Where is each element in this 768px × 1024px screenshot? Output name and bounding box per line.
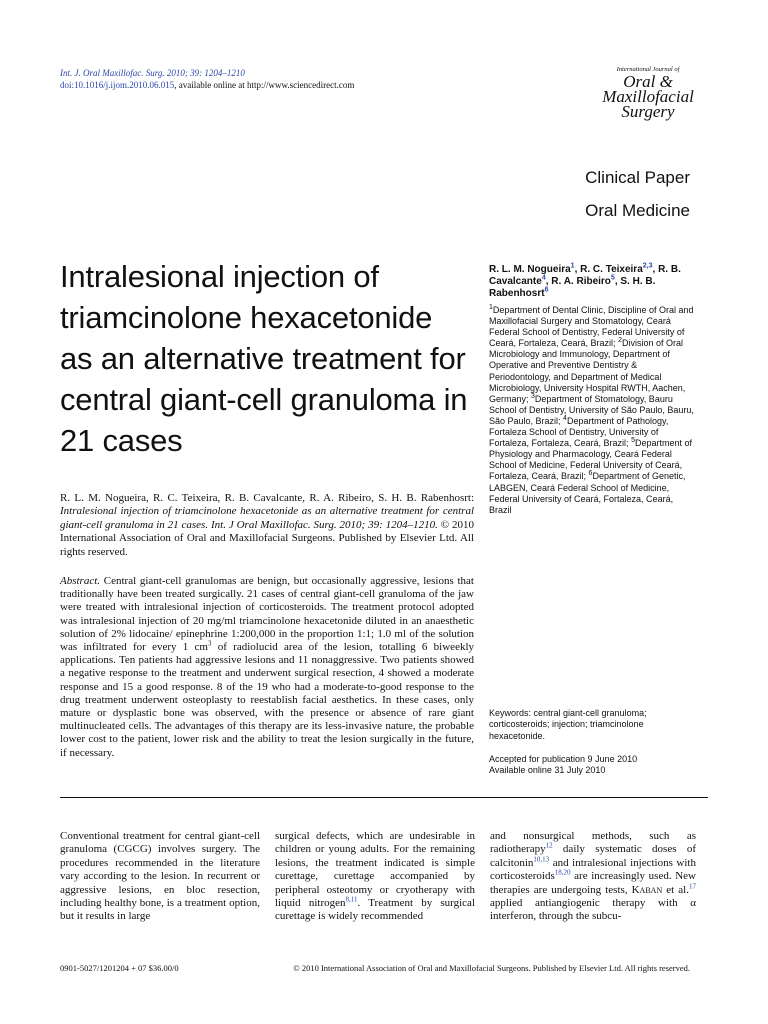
affiliation-marker: 3 xyxy=(531,392,535,400)
author-affiliation-marker[interactable]: 4 xyxy=(541,274,546,282)
author-name: R. L. M. Nogueira xyxy=(489,264,571,275)
author-separator: , xyxy=(574,264,578,275)
abstract-text-1: Central giant-cell granulomas are benign, but occasionally aggressive, lesions that traditionally have been treated surgically. 21 cases of central giant-cell granuloma of the jaw were treated with intralesional injection of corticosteroids. The treatment protocol adopted was intralesional injection of 20 mg/ml triamcinolone hexacetonide diluted in an anaesthetic solution of 2% lidocaine/ epinephrine 1:200,000 in the proportion 1:1; 1.0 ml of the solution was infiltrated for every 1 cm xyxy=(60,575,474,654)
logo-line-3: Maxillofacial xyxy=(602,87,694,106)
reference-link[interactable]: 10,13 xyxy=(533,855,550,864)
col3-text-f: applied antiangiogenic therapy with α interferon, through the subcu- xyxy=(490,897,696,923)
citation-journal: Int. J Oral Maxillofac. Surg. 2010; 39: 1204–1210. xyxy=(210,518,438,531)
logo-line-1: International Journal of xyxy=(616,66,680,73)
affiliation-text: Department of Dental Clinic, Discipline of Oral and Maxillofacial Surgery and Stomatology, Ceará Federal School of Dentistry, Federal University of Ceará, Fortaleza, Ceará, Brazil; xyxy=(489,305,694,349)
body-column-1: Conventional treatment for central giant-cell granuloma (CGCG) involves surgery. The procedures recommended in the literature vary according to the lesion. In recurrent or aggressive lesions, en bloc resection, including healthy bone, is a treatment option, but it results in large xyxy=(60,830,260,923)
author-separator: , xyxy=(652,264,656,275)
divider xyxy=(60,797,708,798)
article-subject: Oral Medicine xyxy=(585,201,690,220)
col3-text-a: and nonsurgical methods, such as radiotherapy xyxy=(490,830,696,856)
keywords: Keywords: central giant-cell granuloma; corticosteroids; injection; triamcinolone hexacetonide. xyxy=(489,708,647,741)
author-separator: , xyxy=(545,276,549,288)
footer-copyright: © 2010 International Association of Oral and Maxillofacial Surgeons. Published by Elsevier Ltd. All rights reserved. xyxy=(293,963,690,973)
footer-issn: 0901-5027/1201204 + 07 $36.00/0 xyxy=(60,963,179,973)
col3-text-d: are increasingly used. New therapies are undergoing tests, xyxy=(490,870,696,896)
page-title: Intralesional injection of triamcinolone hexacetonide as an alternative treatment for central giant-cell granuloma in 21 cases xyxy=(60,259,468,458)
reference-link[interactable]: 8,11 xyxy=(345,895,358,904)
logo-line-2: Oral & xyxy=(623,72,673,91)
affiliation-text: Department of Genetic, LABGEN, Ceará Federal School of Medicine, Federal University of Ceará, Fortaleza, Ceará, Brazil xyxy=(489,471,686,515)
affiliation-text: Department of Stomatology, Bauru School of Dentistry, University of São Paulo, Bauru, São Paulo, Brazil; xyxy=(489,393,694,426)
abstract-label: Abstract. xyxy=(60,575,101,587)
citation-block xyxy=(60,492,474,559)
affiliations xyxy=(489,305,697,516)
affiliation-marker: 4 xyxy=(563,414,567,422)
col2-text-b: . Treatment by surgical curettage is widely recommended xyxy=(275,897,475,923)
col2-text-a: surgical defects, which are undesirable in children or young adults. For the remaining lesions, the treatment indicated is simple curettage, curettage accompanied by peripheral osteotomy or cryotherapy with liquid nitrogen xyxy=(275,830,475,910)
journal-logo xyxy=(588,66,708,119)
author-list xyxy=(489,264,699,301)
journal-reference xyxy=(60,67,440,91)
accepted-date: Accepted for publication 9 June 2010 xyxy=(489,754,638,764)
affiliation-text: Division of Oral Microbiology and Immunology, Department of Operative and Preventive Dentistry & Periodontology, and Department of Medical Microbiology, University Hospital RWTH, Aachen, Germany; xyxy=(489,338,686,404)
author-affiliation-marker[interactable]: 5 xyxy=(610,274,615,282)
affiliation-marker: 1 xyxy=(489,304,493,311)
col3-text-b: daily systematic doses of calcitonin xyxy=(490,843,696,869)
body-column-3 xyxy=(490,830,696,924)
author-name: R. C. Teixeira xyxy=(580,264,643,275)
affiliation-marker: 6 xyxy=(588,470,593,478)
doi-link[interactable]: doi:10.1016/j.ijom.2010.06.015 xyxy=(60,80,175,90)
reference-link[interactable]: 12 xyxy=(545,841,553,850)
abstract xyxy=(60,575,474,760)
author-affiliation-marker[interactable]: 2,3 xyxy=(642,262,653,270)
author-affiliation-marker[interactable]: 6 xyxy=(544,287,549,295)
logo-line-4: Surgery xyxy=(621,102,675,121)
citation-authors: R. L. M. Nogueira, R. C. Teixeira, R. B. Cavalcante, R. A. Ribeiro, S. H. B. Rabenhosrt: xyxy=(60,492,474,504)
abstract-text-2: of radiolucid area of the lesion, totalling 6 biweekly applications. Ten patients had aggressive lesions and 11 nonaggressive. Two patients showed a negative response to the treatment and underwent surgical resection, 4 showed a moderate response and 15 a good response. 8 of the 19 who had a moderate-to-good response to the drug treatment underwent osteoplasty to reestablish facial aesthetics. In these cases, only mature or dysplastic bone was observed, with the presence or absence of rare giant multinucleated cells. The advantages of this therapy are its less-invasive nature, the probable lower cost to the patient, lower risk and the ability to treat the lesion surgically in the future, if necessary. xyxy=(60,641,475,759)
author-name: R. A. Ribeiro xyxy=(551,276,611,288)
abstract-sup: 3 xyxy=(207,639,212,648)
body-column-2 xyxy=(275,830,475,924)
citation-copyright: © 2010 International Association of Oral and Maxillofacial Surgeons. Published by Elsevier Ltd. All rights reserved. xyxy=(60,518,475,558)
col3-text-e: et al. xyxy=(662,883,689,896)
col3-text-c: and intralesional injections with corticosteroids xyxy=(490,856,696,883)
affiliation-marker: 2 xyxy=(618,337,622,345)
article-type: Clinical Paper xyxy=(585,168,690,187)
online-date: Available online 31 July 2010 xyxy=(489,765,606,776)
available-online-text: , available online at http://www.sciencedirect.com xyxy=(174,80,355,90)
citation-title: Intralesional injection of triamcinolone hexacetonide as an alternative treatment for central giant-cell granuloma in 21 cases. xyxy=(60,505,474,531)
affiliation-text: Department of Pathology, Fortaleza School of Dentistry, University of Fortaleza, Fortaleza, Ceará, Brazil; xyxy=(489,415,669,449)
author-name: S. H. B. Rabenhosrt xyxy=(489,276,656,300)
author-affiliation-marker[interactable]: 1 xyxy=(570,262,575,270)
affiliation-marker: 5 xyxy=(631,437,635,445)
journal-citation[interactable]: Int. J. Oral Maxillofac. Surg. 2010; 39: 1204–1210 xyxy=(60,68,245,78)
publication-dates xyxy=(489,754,697,777)
author-name: R. B. Cavalcante xyxy=(489,264,681,288)
author-separator: , xyxy=(614,276,618,288)
reference-link[interactable]: 17 xyxy=(689,881,696,890)
affiliation-text: Department of Physiology and Pharmacology, Ceará Federal School of Medicine, Federal University of Ceará, Fortaleza, Ceará, Brazil; xyxy=(489,438,692,482)
reference-link[interactable]: 18,20 xyxy=(554,868,571,877)
col3-author-kaban: Kaban xyxy=(631,883,663,896)
